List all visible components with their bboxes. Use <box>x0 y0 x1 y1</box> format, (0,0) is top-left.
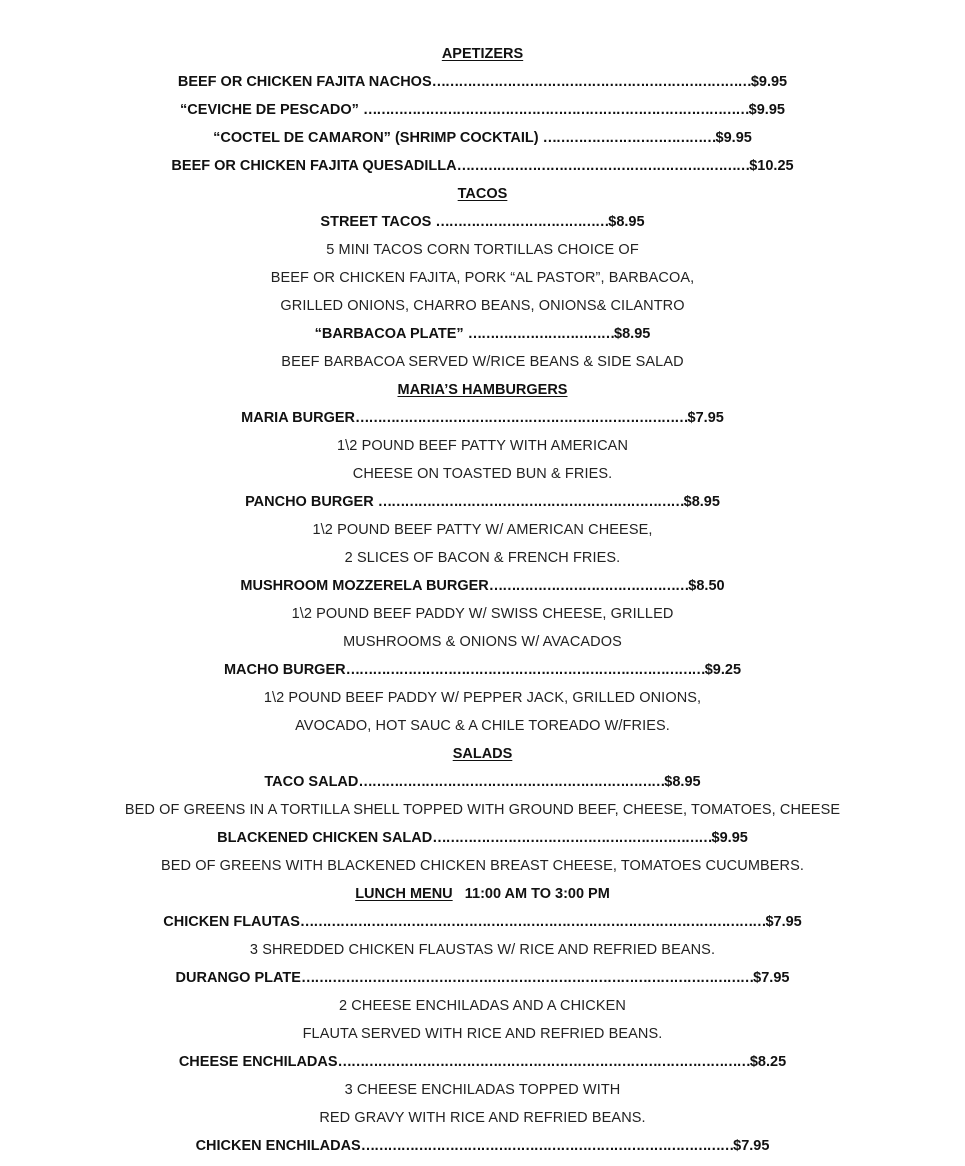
menu-item-durango-plate <box>0 964 965 992</box>
item-description: GRILLED ONIONS, CHARRO BEANS, ONIONS& CILANTRO <box>280 298 685 314</box>
item-description: RED GRAVY WITH RICE AND REFRIED BEANS. <box>319 1110 646 1126</box>
item-description: BEEF BARBACOA SERVED W/RICE BEANS & SIDE SALAD <box>281 354 684 370</box>
item-price: $9.95 <box>750 74 788 90</box>
item-price: $8.95 <box>664 774 701 790</box>
item-dots: ………………………………………………………… <box>456 158 750 174</box>
item-description: 2 CHEESE ENCHILADAS AND A CHICKEN <box>339 998 626 1014</box>
item-name: MACHO BURGER <box>223 662 346 678</box>
menu-item-blackened-chicken-salad <box>0 824 965 852</box>
item-name: DURANGO PLATE <box>175 970 301 986</box>
item-price: $9.95 <box>748 102 785 118</box>
menu-item-pancho-burger <box>0 488 965 516</box>
item-price: $8.95 <box>608 214 645 230</box>
item-dots: …………………………………………………………… <box>358 774 665 790</box>
item-dots: ……………………………………… <box>488 578 689 594</box>
menu-item-chicken-enchiladas <box>0 1132 965 1160</box>
item-price: $9.25 <box>704 662 742 678</box>
lunch-hours: 11:00 AM TO 3:00 PM <box>452 886 610 902</box>
item-dots: ……………………………………………………………………… <box>345 662 705 678</box>
item-description: 5 MINI TACOS CORN TORTILLAS CHOICE OF <box>326 242 639 258</box>
item-name: BEEF OR CHICKEN FAJITA QUESADILLA <box>171 158 457 174</box>
item-dots: ………………………………………………………………………………… <box>337 1054 750 1070</box>
item-description: 3 CHEESE ENCHILADAS TOPPED WITH <box>344 1082 621 1098</box>
menu-item-maria-burger <box>0 404 965 432</box>
item-description: 3 SHREDDED CHICKEN FLAUSTAS W/ RICE AND REFRIED BEANS. <box>249 942 716 958</box>
item-price: $7.95 <box>733 1138 770 1154</box>
item-description: MUSHROOMS & ONIONS W/ AVACADOS <box>343 634 622 650</box>
menu-item-coctel <box>0 124 965 152</box>
item-price: $9.95 <box>715 130 752 146</box>
item-name: CHICKEN ENCHILADAS <box>195 1138 361 1154</box>
item-description: CHEESE ON TOASTED BUN & FRIES. <box>352 466 613 482</box>
menu-item-fajita-nachos <box>0 68 965 96</box>
item-price: $8.25 <box>749 1054 787 1070</box>
item-description: 1\2 POUND BEEF PATTY W/ AMERICAN CHEESE, <box>312 522 653 538</box>
menu-item-mushroom-burger <box>0 572 965 600</box>
item-name: MARIA BURGER <box>241 410 356 426</box>
lunch-heading: LUNCH MENU <box>355 886 453 902</box>
item-dots: …………………………………………………………… <box>377 494 684 510</box>
item-dots: …………………………………………………………………………… <box>362 102 749 118</box>
item-dots: ………………………………………………………………… <box>355 410 688 426</box>
item-price: $8.95 <box>614 326 651 342</box>
item-price: $8.95 <box>683 494 720 510</box>
item-dots: ……………………………………………………………… <box>431 74 751 90</box>
menu-item-barbacoa-plate <box>0 320 965 348</box>
menu-item-ceviche <box>0 96 965 124</box>
section-heading-salads: SALADS <box>452 746 513 762</box>
item-name: BLACKENED CHICKEN SALAD <box>217 830 433 846</box>
item-name: “BARBACOA PLATE” <box>314 326 468 342</box>
item-dots: …………………………… <box>467 326 615 342</box>
item-name: CHEESE ENCHILADAS <box>178 1054 338 1070</box>
item-price: $7.95 <box>753 970 790 986</box>
item-description: BED OF GREENS IN A TORTILLA SHELL TOPPED WITH GROUND BEEF, CHEESE, TOMATOES, CHEESE <box>124 802 841 818</box>
section-heading-tacos: TACOS <box>457 186 508 202</box>
item-dots: ………………………………………………………………………… <box>360 1138 734 1154</box>
item-name: MUSHROOM MOZZERELA BURGER <box>240 578 489 594</box>
item-dots: …………………………………………………………………………………………… <box>299 914 766 930</box>
menu-item-quesadilla <box>0 152 965 180</box>
item-description: 1\2 POUND BEEF PADDY W/ PEPPER JACK, GRILLED ONIONS, <box>263 690 702 706</box>
item-price: $7.95 <box>765 914 802 930</box>
item-name: BEEF OR CHICKEN FAJITA NACHOS <box>177 74 432 90</box>
item-description: AVOCADO, HOT SAUC & A CHILE TOREADO W/FRIES. <box>295 718 670 734</box>
item-description: BEEF OR CHICKEN FAJITA, PORK “AL PASTOR”, BARBACOA, <box>270 270 695 286</box>
item-price: $9.95 <box>711 830 748 846</box>
item-name: TACO SALAD <box>264 774 359 790</box>
item-name: CHICKEN FLAUTAS <box>163 914 300 930</box>
menu-item-cheese-enchiladas <box>0 1048 965 1076</box>
item-description: FLAUTA SERVED WITH RICE AND REFRIED BEANS. <box>302 1026 663 1042</box>
item-dots: ………………………………… <box>435 214 609 230</box>
item-dots: ………………………………………………………………………………………… <box>300 970 754 986</box>
item-description: 1\2 POUND BEEF PATTY WITH AMERICAN <box>336 438 629 454</box>
item-price: $7.95 <box>687 410 724 426</box>
item-description: BED OF GREENS WITH BLACKENED CHICKEN BREAST CHEESE, TOMATOES CUCUMBERS. <box>160 858 805 874</box>
menu-item-street-tacos <box>0 208 965 236</box>
menu-item-taco-salad <box>0 768 965 796</box>
item-description: 1\2 POUND BEEF PADDY W/ SWISS CHEESE, GRILLED <box>291 606 674 622</box>
item-name: “CEVICHE DE PESCADO” <box>180 102 363 118</box>
item-name: “COCTEL DE CAMARON” (SHRIMP COCKTAIL) <box>213 130 543 146</box>
section-heading-appetizers: APETIZERS <box>441 46 524 62</box>
section-heading-lunch <box>0 880 965 908</box>
item-name: PANCHO BURGER <box>245 494 378 510</box>
menu-item-macho-burger <box>0 656 965 684</box>
menu-item-chicken-flautas <box>0 908 965 936</box>
item-description: 2 SLICES OF BACON & FRENCH FRIES. <box>344 550 621 566</box>
item-dots: ……………………………………………………… <box>432 830 712 846</box>
item-price: $8.50 <box>688 578 725 594</box>
item-dots: ………………………………… <box>542 130 716 146</box>
item-price: $10.25 <box>749 158 794 174</box>
item-name: STREET TACOS <box>320 214 436 230</box>
section-heading-hamburgers: MARIA’S HAMBURGERS <box>397 382 568 398</box>
